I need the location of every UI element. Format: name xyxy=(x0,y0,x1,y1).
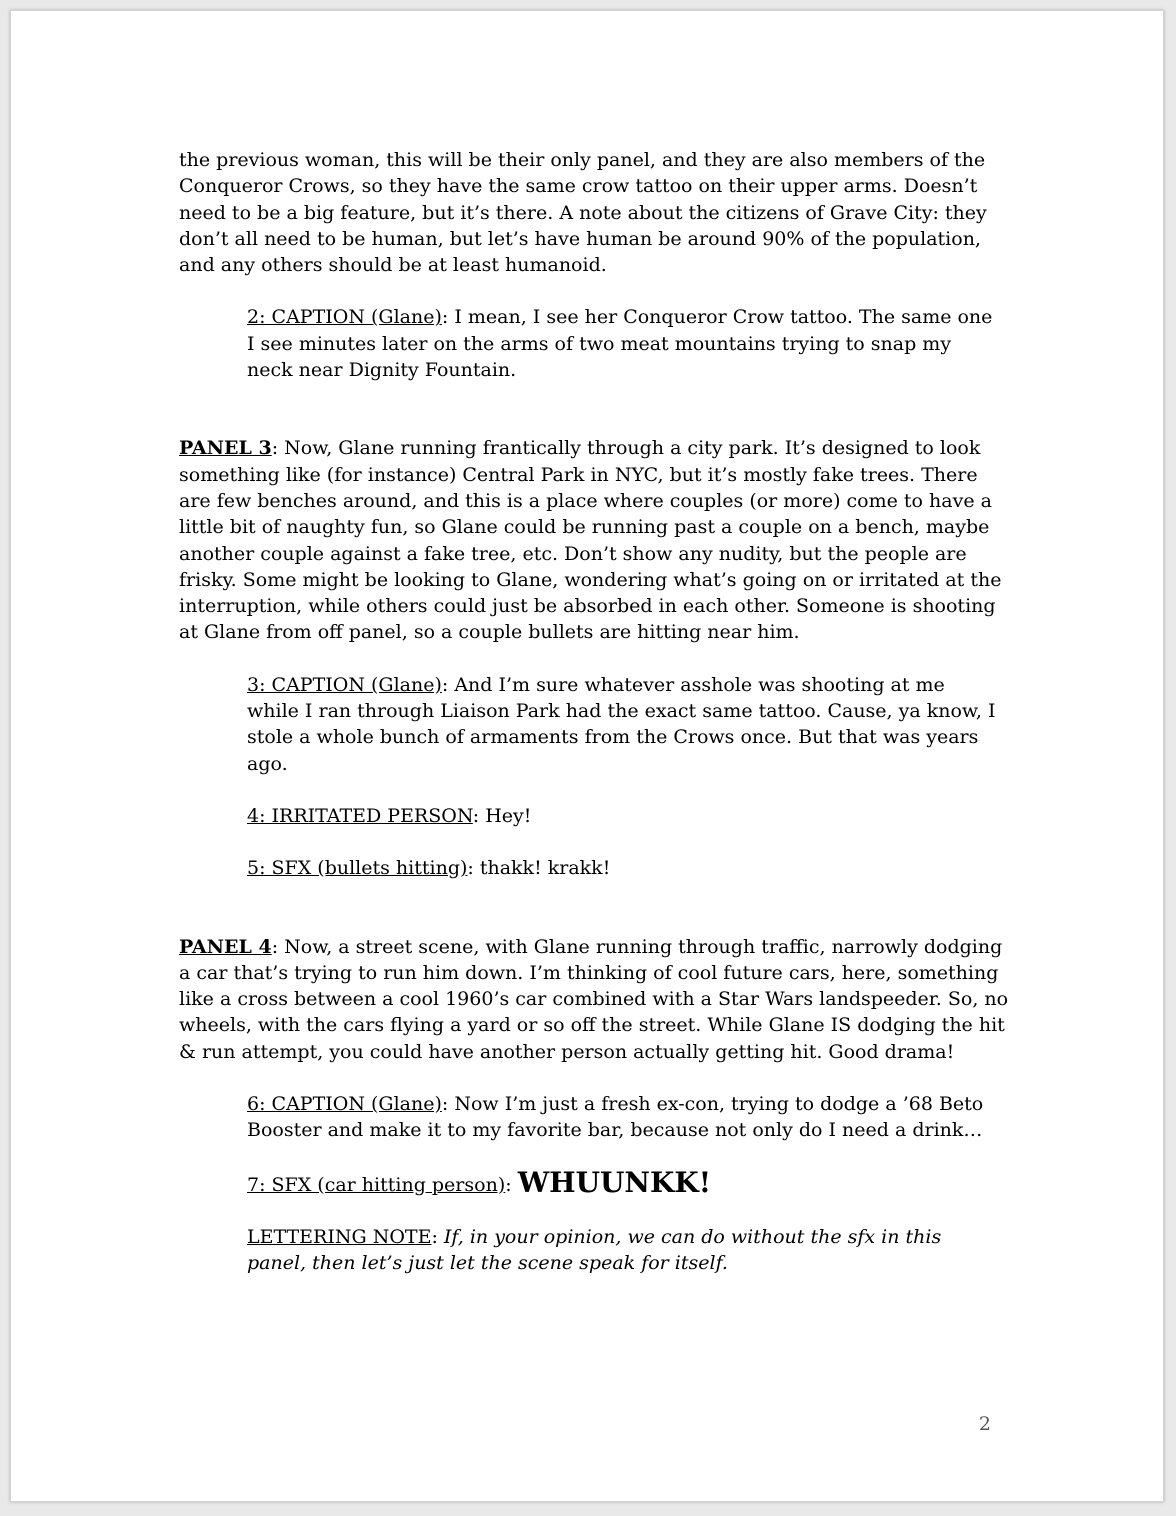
dialog-label: 7: SFX (car hitting person) xyxy=(247,1173,506,1196)
dialog-separator: : xyxy=(505,1173,518,1196)
page-number: 2 xyxy=(978,1413,991,1435)
panel-4-description xyxy=(179,934,1009,1065)
sfx-text: WHUUNKK! xyxy=(517,1165,711,1199)
dialog-line-7 xyxy=(247,1165,999,1199)
panel-label: PANEL 3 xyxy=(179,437,272,460)
dialog-text: : thakk! krakk! xyxy=(467,857,611,880)
dialog-text: : Now I’m just a fresh ex-con, trying to dodge a ’68 Beto Booster and make it to my favorite bar, because not only do I need a drink… xyxy=(247,1093,984,1142)
dialog-line-3 xyxy=(247,672,999,777)
lettering-note-label: LETTERING NOTE xyxy=(247,1225,432,1248)
spacer xyxy=(179,908,1009,934)
dialog-label: 2: CAPTION (Glane) xyxy=(247,306,442,329)
document-page xyxy=(10,10,1164,1502)
panel-text: : Now, a street scene, with Glane running through traffic, narrowly dodging a car that’s trying to run him down. I’m thinking of cool future cars, here, something like a cross between a cool 1960’s car combined with a Star Wars landspeeder. So, no wheels, with the cars flying a yard or so off the street. While Glane IS dodging the hit & run attempt, you could have another person actually getting hit. Good drama! xyxy=(179,935,1009,1063)
dialog-text: : And I’m sure whatever asshole was shooting at me while I ran through Liaison Park had the exact same tattoo. Cause, ya know, I stole a whole bunch of armaments from the Crows once. But that was years ago. xyxy=(247,673,996,775)
dialog-line-5 xyxy=(247,855,999,881)
panel-label: PANEL 4 xyxy=(179,935,272,958)
panel-text: : Now, Glane running frantically through a city park. It’s designed to look something like (for instance) Central Park in NYC, but it’s mostly fake trees. There are few benches around, and this is a place where couples (or more) come to have a little bit of naughty fun, so Glane could be running past a couple on a bench, maybe another couple against a fake tree, etc. Don’t show any nudity, but the people are frisky. Some might be looking to Glane, wondering what’s going on or irritated at the interruption, while others could just be absorbed in each other. Someone is shooting at Glane from off panel, so a couple bullets are hitting near him. xyxy=(179,437,1002,644)
dialog-label: 6: CAPTION (Glane) xyxy=(247,1093,442,1116)
panel-3-description xyxy=(179,435,1009,645)
dialog-label: 3: CAPTION (Glane) xyxy=(247,673,442,696)
dialog-line-6 xyxy=(247,1091,999,1144)
dialog-text: : I mean, I see her Conqueror Crow tattoo. The same one I see minutes later on the arms of two meat mountains trying to snap my neck near Dignity Fountain. xyxy=(247,306,993,382)
dialog-line-2 xyxy=(247,304,999,383)
page-content xyxy=(179,147,1009,1303)
lettering-note xyxy=(247,1224,999,1277)
dialog-line-4 xyxy=(247,803,999,829)
lettering-note-text: If, in your opinion, we can do without the sfx in this panel, then let’s just let the scene speak for itself. xyxy=(247,1225,942,1275)
lettering-note-separator: : xyxy=(431,1225,444,1248)
dialog-label: 4: IRRITATED PERSON xyxy=(247,804,473,827)
dialog-text: : Hey! xyxy=(472,804,532,827)
dialog-label: 5: SFX (bullets hitting) xyxy=(247,857,468,880)
opening-paragraph: the previous woman, this will be their only panel, and they are also members of the Conqueror Crows, so they have the same crow tattoo on their upper arms. Doesn’t need to be a big feature, but it’s there. A note about the citizens of Grave City: they don’t all need to be human, but let’s have human be around 90% of the population, and any others should be at least humanoid. xyxy=(179,149,987,277)
spacer xyxy=(179,409,1009,435)
